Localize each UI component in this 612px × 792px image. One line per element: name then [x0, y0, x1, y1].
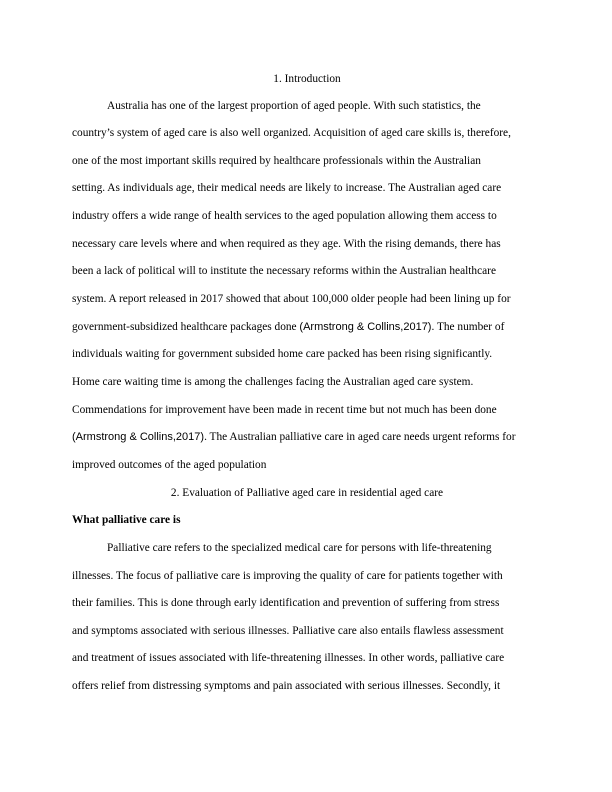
citation: (Armstrong & Collins,2017): [299, 321, 432, 333]
paragraph-line: individuals waiting for government subsided home care packed has been rising significantly.: [72, 348, 493, 360]
paragraph-line: country’s system of aged care is also well organized. Acquisition of aged care skills is, therefore,: [72, 127, 511, 139]
subheading: What palliative care is: [72, 514, 181, 526]
paragraph-line: improved outcomes of the aged population: [72, 459, 267, 471]
paragraph-text: . The Australian palliative care in aged care needs urgent reforms for: [204, 431, 516, 443]
paragraph-line: Palliative care refers to the specialized medical care for persons with life-threatening: [107, 542, 492, 554]
section-heading-introduction: 1. Introduction: [273, 73, 341, 85]
paragraph-line-with-citation: [72, 320, 542, 334]
paragraph-line: their families. This is done through early identification and prevention of suffering from stress: [72, 597, 500, 609]
paragraph-line: Home care waiting time is among the challenges facing the Australian aged care system.: [72, 376, 474, 388]
paragraph-line: been a lack of political will to institute the necessary reforms within the Australian healthcare: [72, 265, 496, 277]
paragraph-line: one of the most important skills required by healthcare professionals within the Australian: [72, 155, 481, 167]
paragraph-line: Australia has one of the largest proportion of aged people. With such statistics, the: [107, 100, 481, 112]
paragraph-line-with-citation: [72, 430, 542, 444]
paragraph-line: illnesses. The focus of palliative care is improving the quality of care for patients together with: [72, 570, 503, 582]
section-heading-evaluation: 2. Evaluation of Palliative aged care in residential aged care: [170, 487, 444, 499]
paragraph-line: necessary care levels where and when required as they age. With the rising demands, there has: [72, 238, 501, 250]
paragraph-text: government-subsidized healthcare packages done: [72, 321, 300, 333]
paragraph-line: and symptoms associated with serious illnesses. Palliative care also entails flawless assessment: [72, 625, 504, 637]
paragraph-line: Commendations for improvement have been made in recent time but not much has been done: [72, 404, 497, 416]
paragraph-text: . The number of: [431, 321, 505, 333]
paragraph-line: setting. As individuals age, their medical needs are likely to increase. The Australian aged care: [72, 182, 502, 194]
paragraph-line: industry offers a wide range of health services to the aged population allowing them access to: [72, 210, 497, 222]
paragraph-line: and treatment of issues associated with life-threatening illnesses. In other words, palliative care: [72, 652, 505, 664]
paragraph-line: offers relief from distressing symptoms and pain associated with serious illnesses. Secondly, it: [72, 680, 501, 692]
citation: (Armstrong & Collins,2017): [72, 431, 205, 443]
paragraph-line: system. A report released in 2017 showed that about 100,000 older people had been lining up for: [72, 293, 511, 305]
